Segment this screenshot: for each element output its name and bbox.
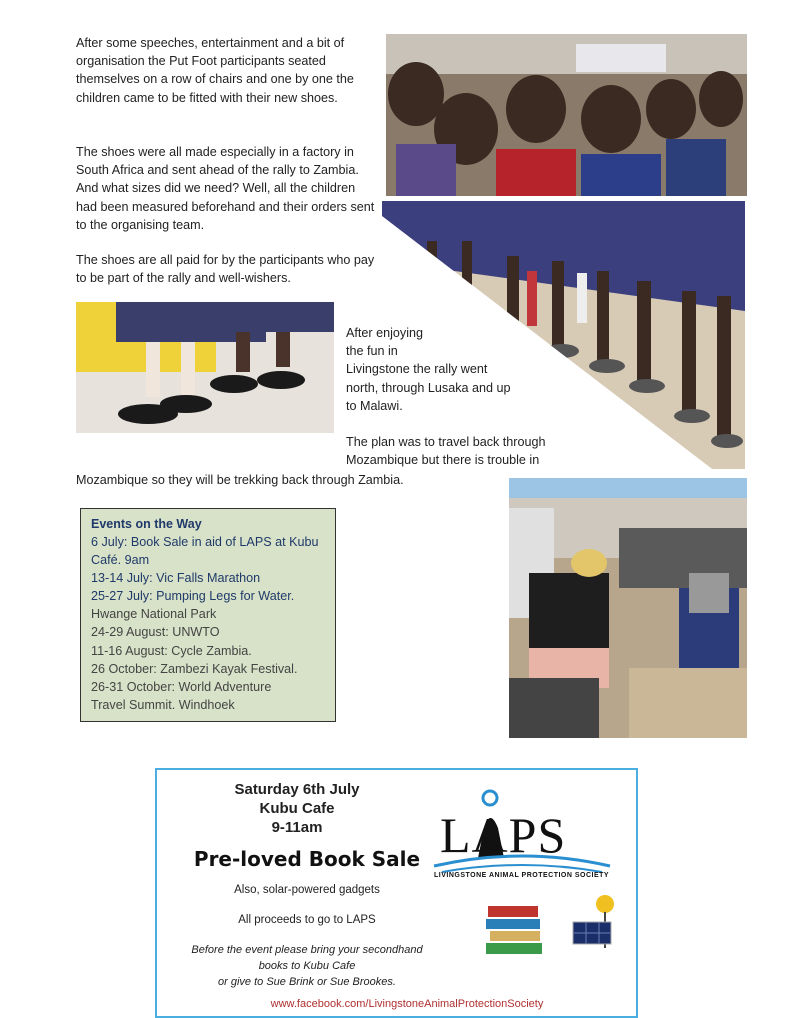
wrap2-line-1: The plan was to travel back through: [346, 435, 546, 449]
article-paragraph-2: The shoes were all made especially in a factory in South Africa and sent ahead of the rally to Zambia. And what sizes did we need? Well, all the children had been measured beforehand and their orders sent to the organising team.: [76, 145, 375, 232]
ad-headline: Pre-loved Book Sale: [193, 847, 421, 871]
photo-children-queue: [386, 34, 747, 196]
event-item: 25-27 July: Pumping Legs for Water.: [91, 589, 295, 604]
laps-logo-subtitle: LIVINGSTONE ANIMAL PROTECTION SOCIETY: [434, 872, 610, 879]
event-item: Hwange National Park: [91, 607, 217, 622]
wrap1-line-5: to Malawi.: [346, 398, 403, 413]
article-wrap-paragraph-1: [346, 324, 511, 415]
wrap1-line-4: north, through Lusaka and up: [346, 380, 511, 395]
ad-venue: Kubu Cafe: [259, 800, 335, 817]
ad-facebook-url[interactable]: www.facebook.com/LivingstoneAnimalProtectionSociety: [270, 998, 544, 1010]
photo-shoe-fitting: [509, 478, 747, 738]
photo-new-shoes: [76, 302, 334, 433]
event-item: Travel Summit. Windhoek: [91, 697, 235, 712]
ad-proceeds: All proceeds to go to LAPS: [238, 914, 376, 926]
solar-light-icon: [569, 892, 631, 956]
wrap1-line-2: the fun in: [346, 344, 398, 359]
events-title: Events on the Way: [91, 517, 202, 531]
article-paragraph-1: After some speeches, entertainment and a bit of organisation the Put Foot participants seated themselves on a row of chairs and one by one the children came to be fitted with their new shoes.: [76, 36, 354, 105]
event-item: 6 July: Book Sale in aid of LAPS at Kubu: [91, 535, 319, 549]
books-stack-icon: [484, 902, 546, 960]
article-wrap-paragraph-2: [346, 433, 546, 469]
wrap1-line-3: Livingstone the rally went: [346, 362, 488, 377]
event-item: 13-14 July: Vic Falls Marathon: [91, 571, 261, 586]
events-box: [80, 508, 336, 722]
laps-book-sale-ad: [155, 768, 638, 1018]
ad-bring-line-1: Before the event please bring your secondhand: [191, 944, 423, 956]
events-list: [91, 533, 325, 714]
article-wrap-paragraph-2-end: Mozambique so they will be trekking back through Zambia.: [76, 473, 404, 487]
ad-time: 9-11am: [271, 819, 323, 836]
ad-bring-line-2: books to Kubu Cafe: [258, 960, 356, 972]
ad-also: Also, solar-powered gadgets: [234, 884, 380, 896]
event-item: 11-16 August: Cycle Zambia.: [91, 643, 252, 658]
event-item: 26 October: Zambezi Kayak Festival.: [91, 661, 298, 676]
ad-date: Saturday 6th July: [234, 781, 360, 798]
event-item: Café. 9am: [91, 553, 150, 568]
event-item: 24-29 August: UNWTO: [91, 625, 220, 640]
ad-bring-line-3: or give to Sue Brink or Sue Brookes.: [218, 976, 396, 988]
article-paragraph-3: The shoes are all paid for by the participants who pay to be part of the rally and well-wishers.: [76, 253, 375, 286]
wrap2-line-2: Mozambique but there is trouble in: [346, 453, 540, 468]
laps-logo: [432, 780, 612, 890]
wrap1-line-1: After enjoying: [346, 326, 424, 340]
laps-logo-word: LAPS: [440, 807, 567, 863]
event-item: 26-31 October: World Adventure: [91, 679, 272, 694]
